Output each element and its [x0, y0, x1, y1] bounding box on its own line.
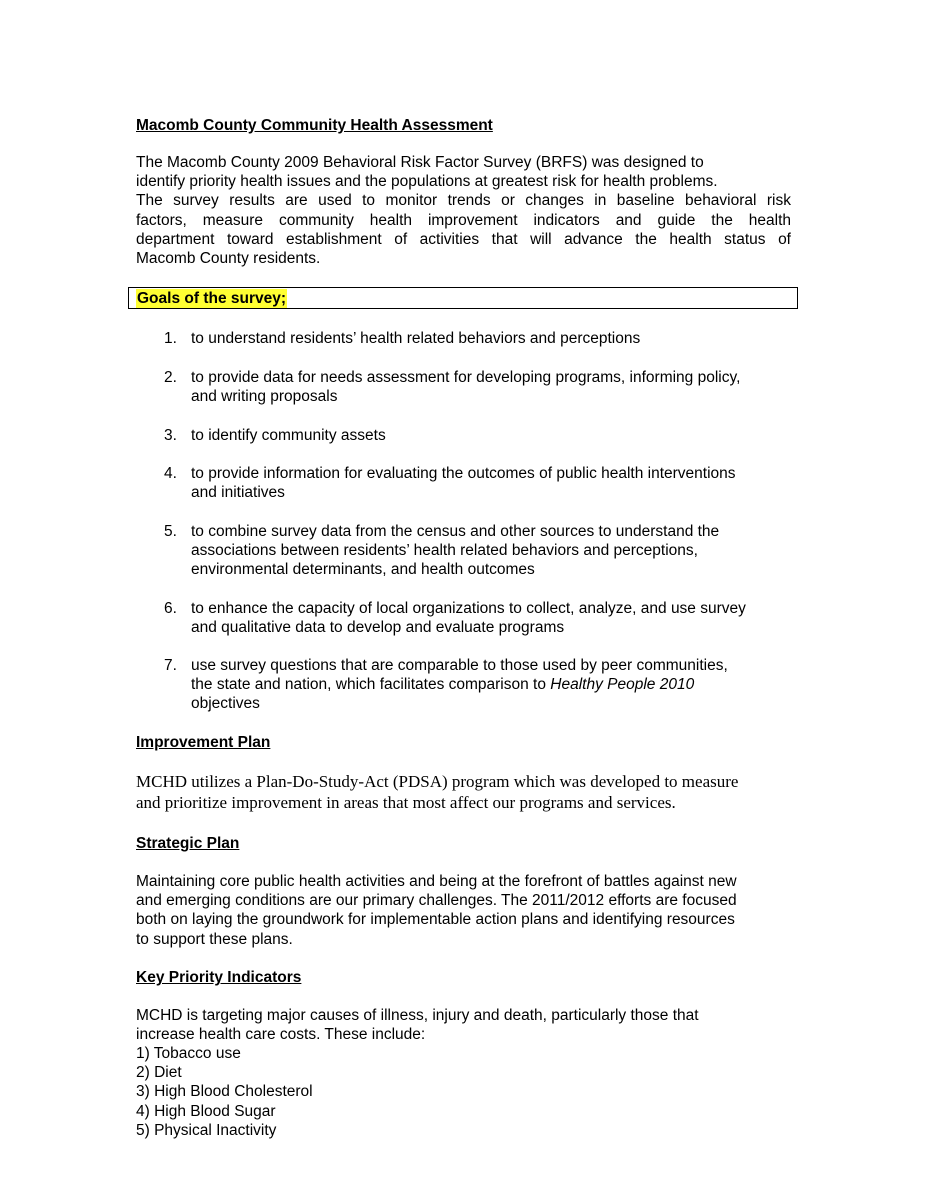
- assessment-heading: Macomb County Community Health Assessment: [136, 117, 493, 134]
- intro-line: factors, measure community health improvement indicators and guide the health: [136, 211, 791, 229]
- goal-text: [191, 599, 791, 637]
- goal-number: 7.: [164, 657, 177, 674]
- goal-line: and writing proposals: [191, 388, 338, 406]
- goal-text: [191, 426, 791, 445]
- goal-line: use survey questions that are comparable to those used by peer communities,: [191, 657, 728, 674]
- strategic-plan-heading: Strategic Plan: [136, 835, 240, 852]
- goal-text: [191, 368, 791, 406]
- goal-line: objectives: [191, 695, 260, 713]
- goal-number: 3.: [164, 427, 177, 444]
- priority-intro-paragraph: [136, 1006, 791, 1044]
- goal-number: 4.: [164, 465, 177, 482]
- strategic-line: and emerging conditions are our primary challenges. The 2011/2012 efforts are focused: [136, 892, 737, 910]
- goal-line: associations between residents’ health related behaviors and perceptions,: [191, 542, 698, 560]
- priority-item: 3) High Blood Cholesterol: [136, 1083, 313, 1101]
- goal-line: to provide information for evaluating the outcomes of public health interventions: [191, 465, 736, 482]
- intro-line: identify priority health issues and the populations at greatest risk for health problems.: [136, 173, 718, 191]
- improvement-line: and prioritize improvement in areas that most affect our programs and services.: [136, 792, 676, 812]
- intro-paragraph: [136, 153, 791, 268]
- improvement-plan-heading: Improvement Plan: [136, 734, 271, 751]
- priority-item: 2) Diet: [136, 1064, 182, 1082]
- goal-text: [191, 522, 791, 580]
- goal-text: [191, 656, 791, 714]
- strategic-line: both on laying the groundwork for implementable action plans and identifying resources: [136, 911, 735, 929]
- strategic-paragraph: [136, 872, 791, 949]
- goal-line: to combine survey data from the census and other sources to understand the: [191, 523, 720, 540]
- intro-line: Macomb County residents.: [136, 250, 321, 268]
- improvement-line: MCHD utilizes a Plan-Do-Study-Act (PDSA) program which was developed to measure: [136, 772, 739, 791]
- goal-line: [191, 675, 791, 694]
- goal-text: [191, 329, 791, 348]
- goal-line: to enhance the capacity of local organizations to collect, analyze, and use survey: [191, 600, 746, 617]
- goal-number: 2.: [164, 369, 177, 386]
- intro-line: The Macomb County 2009 Behavioral Risk Factor Survey (BRFS) was designed to: [136, 154, 704, 171]
- priority-item: 1) Tobacco use: [136, 1045, 241, 1062]
- healthy-people-reference: Healthy People 2010: [550, 676, 695, 694]
- priority-item: 4) High Blood Sugar: [136, 1102, 276, 1120]
- goal-line: to understand residents’ health related behaviors and perceptions: [191, 330, 641, 347]
- goal-line: environmental determinants, and health outcomes: [191, 561, 535, 579]
- goal-line: and initiatives: [191, 484, 285, 502]
- improvement-paragraph: [136, 772, 796, 813]
- priority-item: 5) Physical Inactivity: [136, 1121, 277, 1139]
- goal-line: to provide data for needs assessment for developing programs, informing policy,: [191, 369, 741, 386]
- goal-text: [191, 464, 791, 502]
- goal-number: 1.: [164, 330, 177, 347]
- intro-line: The survey results are used to monitor trends or changes in baseline behavioral risk: [136, 192, 791, 210]
- goals-title-box: [128, 287, 798, 309]
- goal-number: 6.: [164, 600, 177, 617]
- strategic-line: Maintaining core public health activities and being at the forefront of battles against new: [136, 873, 737, 890]
- goal-number: 5.: [164, 523, 177, 540]
- goal-line-text: the state and nation, which facilitates comparison to: [191, 676, 551, 694]
- intro-line: department toward establishment of activities that will advance the health status of: [136, 230, 791, 248]
- key-priority-heading: Key Priority Indicators: [136, 969, 302, 986]
- priority-intro-line: increase health care costs. These include:: [136, 1026, 426, 1044]
- strategic-line: to support these plans.: [136, 930, 293, 948]
- goal-line: to identify community assets: [191, 427, 386, 444]
- priority-intro-line: MCHD is targeting major causes of illness, injury and death, particularly those that: [136, 1007, 699, 1024]
- priority-list: [136, 1044, 313, 1140]
- goal-line: and qualitative data to develop and evaluate programs: [191, 619, 565, 637]
- goals-title: Goals of the survey;: [137, 290, 287, 307]
